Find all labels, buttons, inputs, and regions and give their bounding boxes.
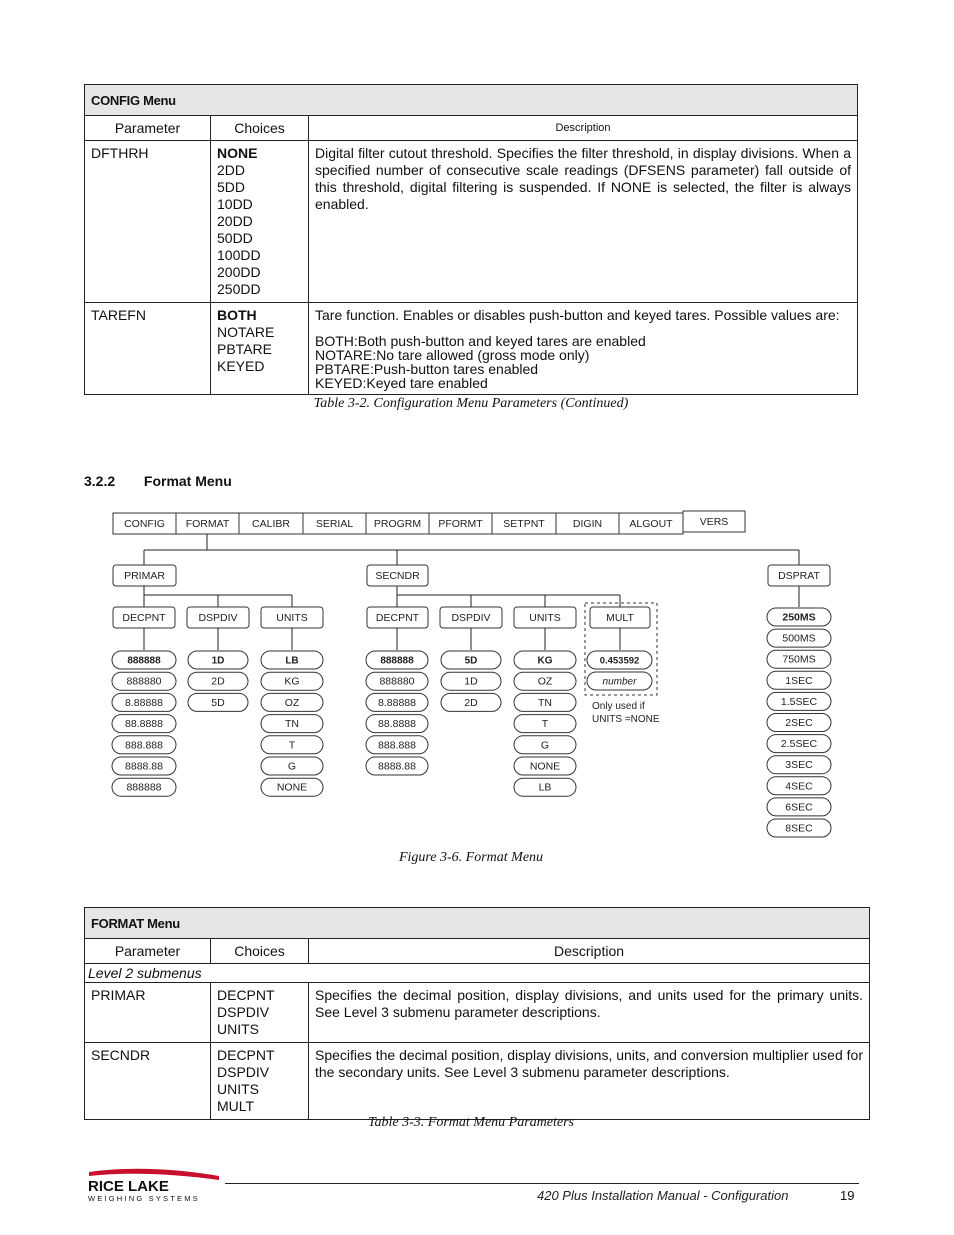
primar-dspdiv-option-label: 1D	[211, 655, 225, 667]
secndr-dspdiv-label: DSPDIV	[451, 612, 491, 624]
choices-cell	[211, 1043, 309, 1120]
choice: 250DD	[217, 281, 261, 297]
menu-tab-format	[176, 513, 239, 534]
primar-decpnt-option-label: 888888	[127, 655, 161, 667]
dsprat-option	[767, 714, 831, 732]
secndr-units-option	[514, 672, 576, 690]
dsprat-option-label: 250MS	[782, 611, 816, 624]
menu-tab-calibr	[239, 513, 303, 534]
choice: DSPDIV	[217, 1004, 270, 1020]
primar-units-option	[261, 715, 323, 733]
section-title: Format Menu	[143, 473, 232, 489]
dsprat-option	[767, 819, 831, 837]
dsprat-option	[767, 671, 831, 689]
column-header-choices: Choices	[211, 939, 309, 964]
secndr-units-option-label: LB	[538, 781, 552, 794]
secndr-dspdiv-option-label: 2D	[464, 696, 478, 709]
table-caption: Table 3-3. Format Menu Parameters	[368, 1115, 574, 1130]
description-line: KEYED:Keyed tare enabled	[315, 375, 488, 391]
secndr-decpnt-option	[366, 715, 428, 733]
primar-decpnt-option-label: 8.88888	[125, 696, 163, 709]
primar-units-option	[261, 651, 323, 669]
primar-units-label: UNITS	[276, 612, 308, 624]
table-caption: Table 3-2. Configuration Menu Parameters (Continued)	[313, 396, 629, 411]
mult-option	[587, 651, 652, 669]
dsprat-option	[767, 777, 831, 795]
choice: KEYED	[217, 358, 265, 374]
secndr-dspdiv-option	[441, 672, 501, 690]
primar-dspdiv-option-label: 2D	[211, 675, 225, 688]
secndr-units	[514, 607, 576, 628]
table-title: FORMAT Menu	[85, 908, 870, 939]
choices-cell	[211, 303, 309, 395]
table-row	[85, 303, 858, 395]
primar-units-option-label: NONE	[276, 781, 308, 794]
menu-tab-vers-label: VERS	[699, 516, 729, 528]
parameter-cell: DFTHRH	[85, 141, 211, 303]
description-intro: Tare function. Enables or disables push-button and keyed tares. Possible values are:	[315, 307, 840, 323]
primar-decpnt-option	[112, 757, 176, 775]
default-choice: NONE	[217, 145, 258, 161]
secndr-decpnt-option	[366, 693, 428, 711]
submenu-primar	[113, 565, 176, 586]
primar-dspdiv-option	[188, 651, 248, 669]
primar-units	[261, 607, 323, 628]
secndr-decpnt-option-label: 888.888	[378, 739, 416, 752]
primar-decpnt-option	[112, 672, 176, 690]
menu-tab-calibr-label: CALIBR	[252, 518, 290, 530]
primar-units-option	[261, 757, 323, 775]
logo-sub: WEIGHING SYSTEMS	[88, 1194, 200, 1203]
secndr-decpnt-option-label: 8888.88	[378, 760, 416, 773]
dsprat-option-label: 8SEC	[785, 822, 813, 835]
menu-tab-digin-label: DIGIN	[572, 518, 603, 530]
menu-tab-algout-label: ALGOUT	[629, 518, 673, 530]
parameter-cell: SECNDR	[85, 1043, 211, 1120]
description-line: PBTARE:Push-button tares enabled	[315, 361, 539, 377]
secndr-units-option	[514, 778, 576, 796]
secndr-mult-label: MULT	[606, 612, 634, 624]
description-cell: Specifies the decimal position, display divisions, units, and conversion multiplier used for the secondary units. See Level 3 submenu parameter descriptions.	[309, 1043, 870, 1120]
section-heading	[84, 473, 232, 489]
primar-units-option-label: LB	[285, 655, 299, 667]
table-row	[85, 141, 858, 303]
secndr-dspdiv-option	[441, 651, 501, 669]
dsprat-option	[767, 798, 831, 816]
choice: 100DD	[217, 247, 261, 263]
secndr-units-option-label: TN	[538, 696, 552, 709]
footer-title: 420 Plus Installation Manual - Configuration	[537, 1188, 789, 1203]
primar-dspdiv-label: DSPDIV	[198, 612, 238, 624]
dsprat-option-label: 500MS	[782, 632, 816, 645]
secndr-decpnt-option	[366, 757, 428, 775]
dsprat-option-label: 1.5SEC	[780, 695, 818, 708]
choices-cell	[211, 141, 309, 303]
secndr-decpnt-option	[366, 736, 428, 754]
description-cell	[309, 303, 858, 395]
menu-tab-progrm-label: PROGRM	[373, 518, 422, 530]
parameter-cell: TAREFN	[85, 303, 211, 395]
table-row	[85, 1043, 870, 1120]
primar-decpnt-option-label: 888880	[126, 675, 162, 688]
mult-option-label: 0.453592	[599, 655, 640, 667]
description-cell: Digital filter cutout threshold. Specifies the filter threshold, in display divisions. When a specified number of consecutive scale readings (DFSENS parameter) fall outside of this threshold, digital filtering is suspended. If NONE is selected, the filter is always enabled.	[309, 141, 858, 303]
submenu-dsprat	[768, 565, 830, 586]
primar-decpnt-option	[112, 715, 176, 733]
primar-dspdiv-option	[188, 693, 248, 711]
primar-decpnt-option	[112, 693, 176, 711]
primar-decpnt-option	[112, 651, 176, 669]
description-cell: Specifies the decimal position, display divisions, and units used for the primary units. See Level 3 submenu parameter descriptions.	[309, 983, 870, 1043]
menu-tab-algout	[619, 513, 683, 534]
menu-tab-serial-label: SERIAL	[315, 518, 354, 530]
secndr-units-option	[514, 757, 576, 775]
dsprat-option	[767, 735, 831, 753]
column-header-choices: Choices	[211, 116, 309, 141]
table-row	[85, 983, 870, 1043]
menu-tab-config	[113, 513, 176, 534]
dsprat-option-label: 1SEC	[785, 674, 813, 687]
choice: 2DD	[217, 162, 246, 178]
format-menu-table	[84, 907, 870, 1120]
menu-tab-pformt-label: PFORMT	[438, 518, 483, 530]
dsprat-option	[767, 756, 831, 774]
column-header-parameter: Parameter	[85, 939, 211, 964]
figure-caption: Figure 3-6. Format Menu	[398, 850, 544, 865]
dsprat-option-label: 4SEC	[785, 780, 813, 793]
parameter-cell: PRIMAR	[85, 983, 211, 1043]
format-menu-diagram	[0, 500, 954, 845]
primar-decpnt-option	[112, 778, 176, 796]
choice: 20DD	[217, 213, 253, 229]
secndr-units-option-label: NONE	[529, 760, 561, 773]
primar-dspdiv-option	[188, 672, 248, 690]
choice: DSPDIV	[217, 1064, 270, 1080]
column-header-description: Description	[309, 939, 870, 964]
description-line: BOTH:Both push-button and keyed tares are enabled	[315, 333, 646, 349]
primar-dspdiv-option-label: 5D	[211, 696, 225, 709]
secndr-units-option	[514, 736, 576, 754]
primar-units-option	[261, 778, 323, 796]
choice: NOTARE	[217, 324, 275, 340]
secndr-units-option	[514, 715, 576, 733]
choice: 200DD	[217, 264, 261, 280]
dsprat-option-label: 750MS	[782, 653, 816, 666]
secndr-units-option-label: OZ	[537, 675, 553, 688]
column-header-description: Description	[309, 116, 858, 141]
submenu-secndr-label: SECNDR	[375, 570, 420, 582]
mult-option-label: number	[602, 676, 637, 688]
primar-units-option	[261, 736, 323, 754]
menu-tab-progrm	[366, 513, 429, 534]
rice-lake-logo	[87, 1168, 222, 1211]
secndr-units-option	[514, 651, 576, 669]
dsprat-option	[767, 650, 831, 668]
secndr-dspdiv-option	[441, 693, 501, 711]
choice: DECPNT	[217, 1047, 275, 1063]
secndr-decpnt-option	[366, 651, 428, 669]
menu-tab-serial	[303, 513, 366, 534]
primar-units-option-label: KG	[284, 675, 300, 688]
table-title: CONFIG Menu	[85, 85, 858, 116]
primar-units-option-label: TN	[285, 718, 299, 731]
table-subheading: Level 2 submenus	[85, 964, 870, 983]
primar-units-option-label: OZ	[284, 696, 300, 709]
primar-decpnt-option-label: 8888.88	[125, 760, 163, 773]
mult-option	[587, 672, 652, 690]
menu-tab-setpnt-label: SETPNT	[503, 518, 545, 530]
secndr-decpnt-label: DECPNT	[375, 612, 420, 624]
dsprat-option-label: 3SEC	[785, 759, 813, 772]
choice: PBTARE	[217, 341, 272, 357]
primar-units-option-label: T	[288, 739, 296, 752]
mult-note: UNITS =NONE	[592, 714, 660, 725]
primar-decpnt-label: DECPNT	[122, 612, 166, 624]
menu-tab-vers	[683, 511, 745, 532]
menu-tab-format-label: FORMAT	[185, 518, 230, 530]
mult-note: Only used if	[592, 701, 645, 712]
secndr-decpnt-option	[366, 672, 428, 690]
choice: MULT	[217, 1098, 255, 1114]
default-choice: BOTH	[217, 307, 257, 323]
submenu-primar-label: PRIMAR	[124, 570, 165, 582]
dsprat-option	[767, 608, 831, 626]
secndr-units-option	[514, 693, 576, 711]
column-header-parameter: Parameter	[85, 116, 211, 141]
secndr-decpnt-option-label: 888888	[380, 655, 414, 667]
menu-tab-pformt	[429, 513, 492, 534]
submenu-dsprat-label: DSPRAT	[778, 570, 820, 582]
menu-tab-setpnt	[492, 513, 556, 534]
description-line: NOTARE:No tare allowed (gross mode only)	[315, 347, 590, 363]
page-number: 19	[840, 1188, 855, 1203]
choices-cell	[211, 983, 309, 1043]
choice: 5DD	[217, 179, 246, 195]
secndr-decpnt-option-label: 888880	[379, 675, 415, 688]
footer-rule	[225, 1183, 859, 1184]
secndr-units-option-label: KG	[537, 655, 553, 667]
secndr-units-label: UNITS	[529, 612, 561, 624]
choice: UNITS	[217, 1021, 259, 1037]
primar-units-option	[261, 693, 323, 711]
secndr-decpnt	[367, 607, 428, 628]
primar-dspdiv	[187, 607, 249, 628]
secndr-mult	[590, 607, 650, 628]
choice: 10DD	[217, 196, 253, 212]
secndr-units-option-label: G	[540, 739, 550, 752]
dsprat-option	[767, 629, 831, 647]
submenu-secndr	[367, 565, 428, 586]
primar-units-option	[261, 672, 323, 690]
dsprat-option	[767, 692, 831, 710]
logo-main: RICE LAKE	[88, 1178, 169, 1195]
secndr-decpnt-option-label: 8.88888	[378, 696, 416, 709]
dsprat-option-label: 6SEC	[785, 801, 813, 814]
secndr-units-option-label: T	[541, 718, 549, 731]
secndr-decpnt-option-label: 88.8888	[378, 718, 416, 731]
dsprat-option-label: 2SEC	[785, 717, 813, 729]
menu-tab-config-label: CONFIG	[124, 518, 165, 530]
choice: DECPNT	[217, 987, 275, 1003]
dsprat-option-label: 2.5SEC	[780, 738, 818, 751]
secndr-dspdiv-option-label: 1D	[464, 675, 478, 688]
menu-tab-digin	[556, 513, 619, 534]
primar-units-option-label: G	[287, 760, 297, 773]
primar-decpnt-option-label: 888888	[126, 781, 162, 794]
primar-decpnt-option	[112, 736, 176, 754]
choice: UNITS	[217, 1081, 259, 1097]
secndr-dspdiv-option-label: 5D	[464, 655, 478, 667]
primar-decpnt-option-label: 888.888	[125, 739, 163, 752]
primar-decpnt-option-label: 88.8888	[125, 718, 163, 731]
section-number: 3.2.2	[84, 473, 116, 489]
primar-decpnt	[113, 607, 175, 628]
choice: 50DD	[217, 230, 253, 246]
config-menu-table	[84, 84, 858, 395]
secndr-dspdiv	[440, 607, 502, 628]
